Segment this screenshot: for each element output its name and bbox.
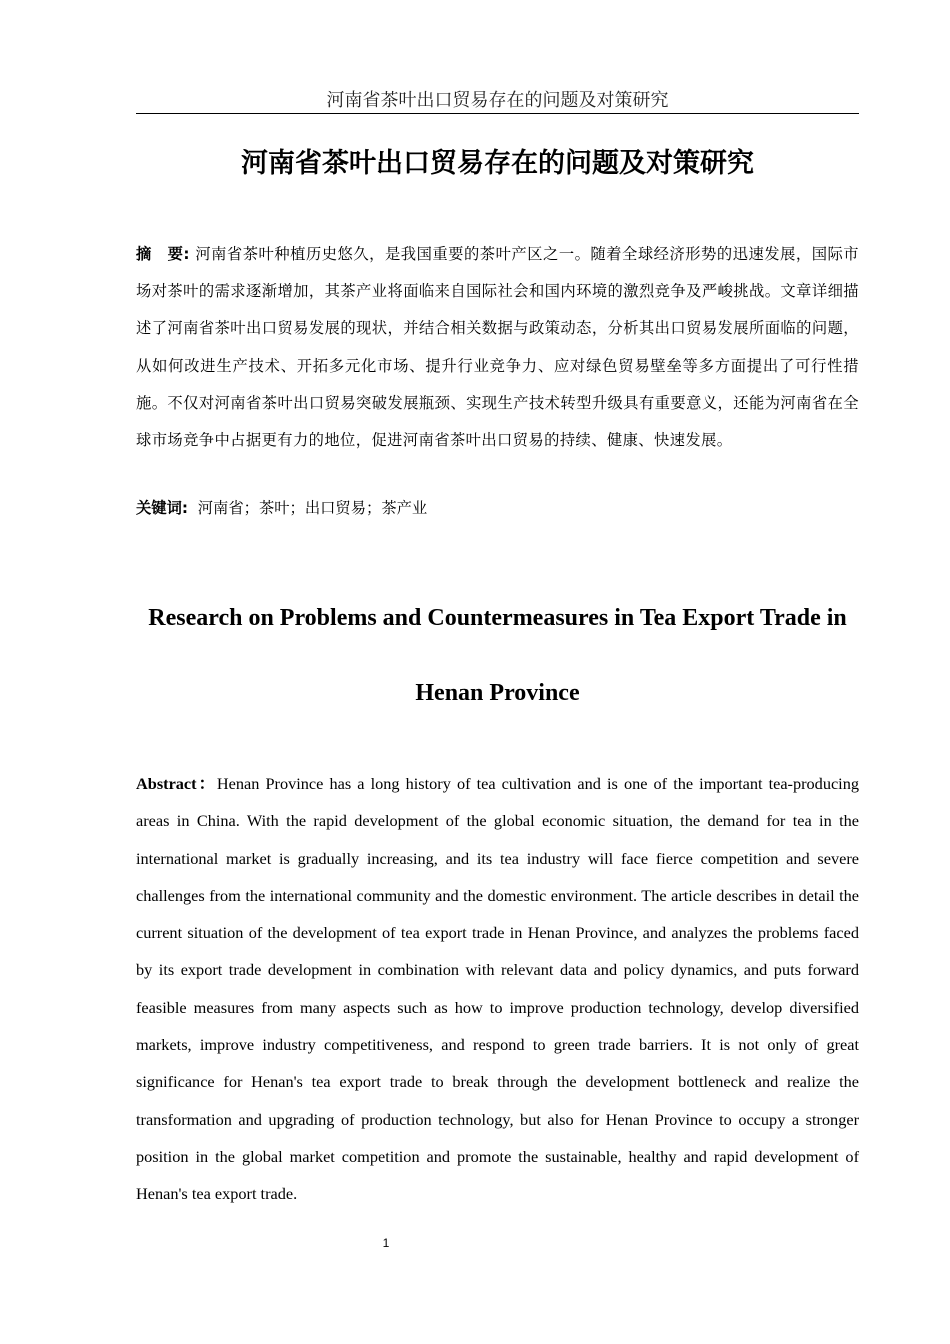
chinese-abstract-text: 河南省茶叶种植历史悠久，是我国重要的茶叶产区之一。随着全球经济形势的迅速发展，国际市场对茶叶的需求逐渐增加，其茶产业将面临来自国际社会和国内环境的激烈竞争及严峻挑战。文章详细描述了河南省茶叶出口贸易发展的现状，并结合相关数据与政策动态，分析其出口贸易发展所面临的问题，从如何改进生产技术、开拓多元化市场、提升行业竞争力、应对绿色贸易壁垒等多方面提出了可行性措施。不仅对河南省茶叶出口贸易突破发展瓶颈、实现生产技术转型升级具有重要意义，还能为河南省在全球市场竞争中占据更有力的地位，促进河南省茶叶出口贸易的持续、健康、快速发展。 xyxy=(136,245,859,450)
english-title-line1: Research on Problems and Countermeasures in Tea Export Trade in xyxy=(148,605,847,631)
english-abstract xyxy=(136,765,859,1213)
chinese-keywords-text: 河南省；茶叶；出口贸易；茶产业 xyxy=(197,499,428,517)
running-header: 河南省茶叶出口贸易存在的问题及对策研究 xyxy=(136,90,859,114)
english-title xyxy=(136,600,859,711)
chinese-abstract xyxy=(136,236,859,459)
english-abstract-text: Henan Province has a long history of tea cultivation and is one of the important tea-producing areas in China. With the rapid development of the global economic situation, the demand for tea in the international market is gradually increasing, and its tea industry will face fierce competition and severe challenges from the international community and the domestic environment. The article describes in detail the current situation of the development of tea export trade in Henan Province, and analyzes the problems faced by its export trade development in combination with relevant data and policy dynamics, and puts forward feasible measures from many aspects such as how to improve production technology, develop diversified markets, improve industry competitiveness, and respond to green trade barriers. It is not only of great significance for Henan's tea export trade to break through the development bottleneck and realize the transformation and upgrading of production technology, but also for Henan Province to occupy a stronger position in the global market competition and promote the sustainable, healthy and rapid development of Henan's tea export trade. xyxy=(136,774,859,1204)
chinese-abstract-label: 摘 要: xyxy=(136,245,190,263)
chinese-keywords xyxy=(136,494,859,522)
page-number: 1 xyxy=(382,1236,390,1250)
english-title-line2: Henan Province xyxy=(415,680,580,706)
english-abstract-label: Abstract： xyxy=(136,774,217,793)
chinese-keywords-label: 关键词: xyxy=(136,499,189,517)
chinese-title: 河南省茶叶出口贸易存在的问题及对策研究 xyxy=(241,148,754,179)
